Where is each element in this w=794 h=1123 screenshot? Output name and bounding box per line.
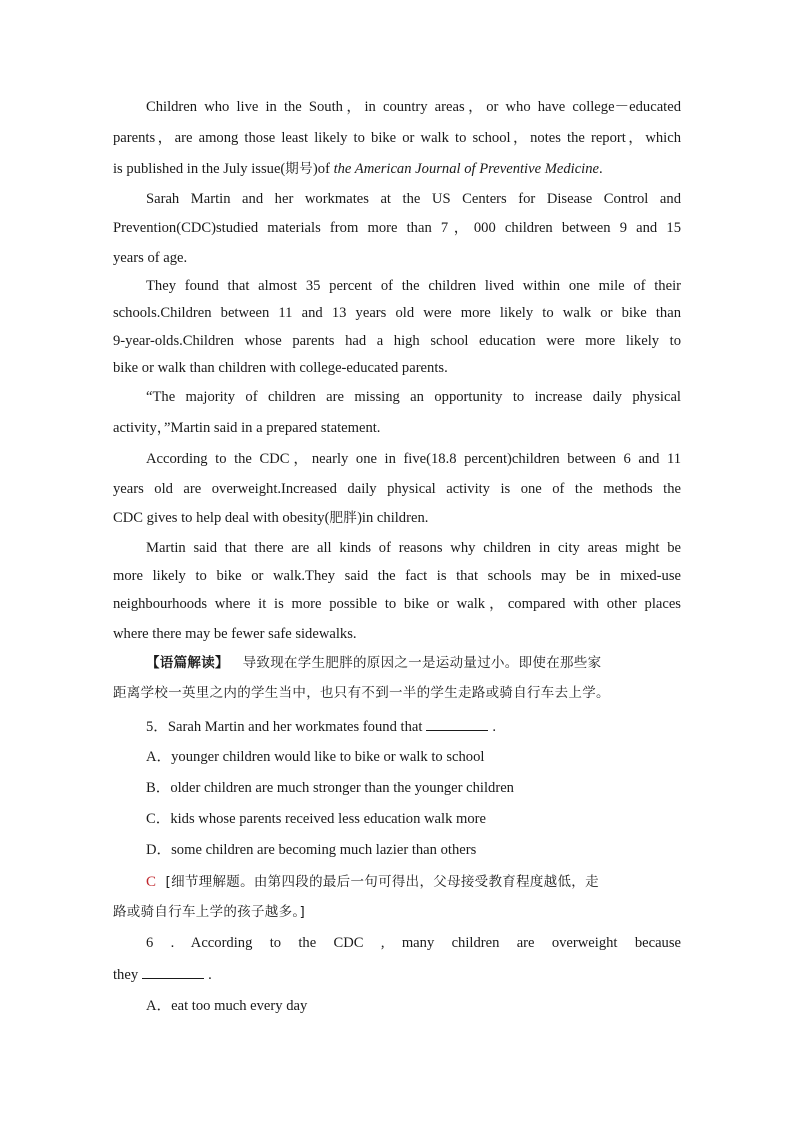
passage-line: schools.Children between 11 and 13 years old were more likely to walk or bike than: [113, 305, 681, 321]
passage-line: bike or walk than children with college-educated parents.: [113, 360, 448, 376]
option-a: A．younger children would like to bike or walk to school: [146, 749, 485, 765]
chinese-gloss: 期号: [285, 161, 313, 177]
text-segment: CDC gives to help deal with obesity(: [113, 510, 330, 526]
passage-line: “The majority of children are missing an opportunity to increase daily physical: [146, 389, 681, 405]
answer-letter: C: [146, 874, 157, 890]
analysis-text: 导致现在学生肥胖的原因之一是运动量过小。即使在那些家: [242, 655, 602, 671]
passage-line: parents，are among those least likely to bike or walk to school，notes the report，which: [113, 130, 681, 146]
question-6-stem: [113, 964, 681, 985]
passage-line: more likely to bike or walk.They said the fact is that schools may be in mixed-use: [113, 568, 681, 584]
answer-blank: [142, 964, 204, 979]
answer-explanation: 路或骑自行车上学的孩子越多。]: [113, 904, 306, 920]
question-5-stem: [146, 716, 681, 737]
passage-line: [113, 159, 681, 179]
analysis-label: 【语篇解读】: [146, 655, 229, 671]
explanation-text: [细节理解题。由第四段的最后一句可得出，父母接受教育程度越低，走: [165, 874, 599, 890]
option-d: D．some children are becoming much lazier than others: [146, 842, 477, 858]
chinese-gloss: 肥胖: [329, 510, 358, 526]
journal-title: the American Journal of Preventive Medicine: [333, 161, 600, 177]
passage-line: activity，”Martin said in a prepared statement.: [113, 420, 381, 436]
question-text: they: [113, 967, 139, 983]
answer-blank: [426, 716, 488, 731]
text-segment: .: [599, 161, 603, 177]
option-b: B．older children are much stronger than the younger children: [146, 780, 514, 796]
passage-line: Children who live in the South，in country areas，or who have college－educated: [146, 99, 681, 115]
passage-line: Prevention(CDC)studied materials from more than 7，000 children between 9 and 15: [113, 220, 681, 236]
passage-line: years old are overweight.Increased daily physical activity is one of the methods the: [113, 481, 681, 497]
passage-line: years of age.: [113, 250, 188, 266]
passage-line: Sarah Martin and her workmates at the US Centers for Disease Control and: [146, 191, 681, 207]
analysis-line: 距离学校一英里之内的学生当中，也只有不到一半的学生走路或骑自行车去上学。: [113, 685, 610, 701]
question-text: .: [492, 719, 497, 735]
analysis-line: [146, 653, 681, 673]
question-6-stem: 6 . According to the CDC , many children are overweight because: [146, 935, 681, 951]
passage-line: Martin said that there are all kinds of reasons why children in city areas might be: [146, 540, 681, 556]
passage-line: They found that almost 35 percent of the children lived within one mile of their: [146, 278, 681, 294]
question-text: 5．Sarah Martin and her workmates found that: [146, 719, 423, 735]
passage-line: According to the CDC，nearly one in five(18.8 percent)children between 6 and 11: [146, 451, 681, 467]
option-c: C．kids whose parents received less education walk more: [146, 811, 487, 827]
option-a: A．eat too much every day: [146, 998, 308, 1014]
question-text: .: [208, 967, 212, 983]
passage-line: neighbourhoods where it is more possible to bike or walk，compared with other places: [113, 596, 681, 612]
passage-line: where there may be fewer safe sidewalks.: [113, 626, 357, 642]
passage-line: [113, 508, 681, 528]
text-segment: is published in the July issue(: [113, 161, 286, 177]
text-segment: )in children.: [357, 510, 429, 526]
passage-line: 9-year-olds.Children whose parents had a high school education were more likely to: [113, 333, 681, 349]
answer-explanation: [146, 872, 681, 892]
text-segment: )of: [312, 161, 334, 177]
